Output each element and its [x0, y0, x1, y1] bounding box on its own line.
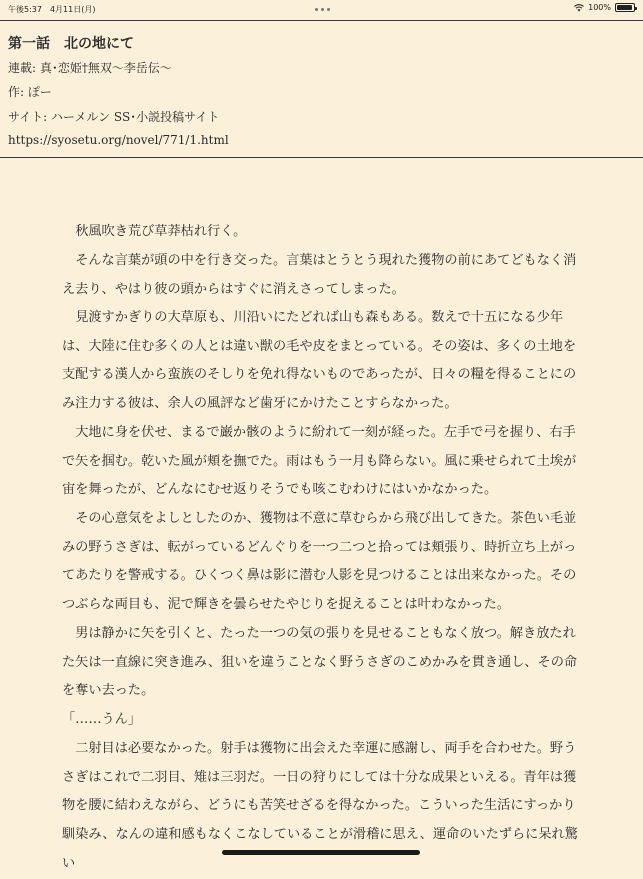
paragraph: その心意気をよしとしたのか、獲物は不意に草むらから飛び出してきた。茶色い毛並みの野うさぎは、転がっているどんぐりを一つ二つと拾っては頬張り、時折立ち上がってあたりを警戒する。ひくつく鼻は影に潜む人影を見つけることは出来なかった。そのつぶらな両目も、泥で輝きを曇らせたやじりを捉えることは叶わなかった。: [62, 511, 577, 613]
home-indicator[interactable]: [222, 850, 420, 855]
status-time-date: 午後5:37 4月11日(月): [8, 5, 96, 14]
paragraph: 秋風吹き荒び草莽枯れ行く。: [75, 224, 247, 239]
battery-icon: [615, 3, 635, 12]
status-bar: [0, 0, 643, 18]
status-right: [574, 3, 635, 12]
paragraph: 男は静かに矢を引くと、たった一つの気の張りを見せることもなく放つ。解き放たれた矢は一直線に突き進み、狙いを違うことなく野うさぎのこめかみを貫き通し、その命を奪い去った。: [62, 626, 578, 699]
paragraph: そんな言葉が頭の中を行き交った。言葉はとうとう現れた獲物の前にあてどもなく消え去り、やはり彼の頭からはすぐに消えさってしまった。: [62, 253, 577, 297]
chapter-header: [0, 20, 643, 158]
chapter-title: 第一話 北の地にて: [8, 36, 134, 52]
wifi-icon: [574, 4, 584, 12]
paragraph: 見渡すかぎりの大草原も、川沿いにたどれば山も森もある。数えで十五になる少年は、大陸に住む多くの人とは違い獣の毛や皮をまとっている。その姿は、多くの土地を支配する漢人から蛮族のそしりを免れ得ないものであったが、日々の糧を得ることにのみ注力する彼は、余人の風評など歯牙にかけたことすらなかった。: [62, 310, 577, 412]
source-url[interactable]: https://syosetu.org/novel/771/1.html: [8, 133, 229, 147]
paragraph: 二射目は必要なかった。射手は獲物に出会えた幸運に感謝し、両手を合わせた。野うさぎはこれで二羽目、雉は三羽だ。一日の狩りにしては十分な成果といえる。青年は獲物を腰に結わえながら、どうにも苦笑せざるを得なかった。こういった生活にすっかり馴染み、なんの違和感もなくこなしていることが滑稽に思え、運命のいたずらに呆れ驚い: [62, 741, 578, 871]
paragraph: 「……うん」: [62, 712, 142, 727]
author-name: 作: ぽー: [8, 85, 52, 99]
site-name: サイト: ハーメルン SS･小説投稿サイト: [8, 110, 220, 124]
paragraph: 大地に身を伏せ、まるで巌か骸のように紛れて一刻が経った。左手で弓を握り、右手で矢を掴む。乾いた風が頬を撫でた。雨はもう一月も降らない。風に乗せられて土埃が宙を舞ったが、どんなにむせ返りそうでも咳こむわけにはいかなかった。: [62, 425, 577, 498]
multitasking-dots-icon[interactable]: [313, 4, 331, 8]
series-name: 連載: 真･恋姫†無双～李岳伝～: [8, 61, 172, 75]
battery-percent: 100%: [588, 3, 611, 12]
